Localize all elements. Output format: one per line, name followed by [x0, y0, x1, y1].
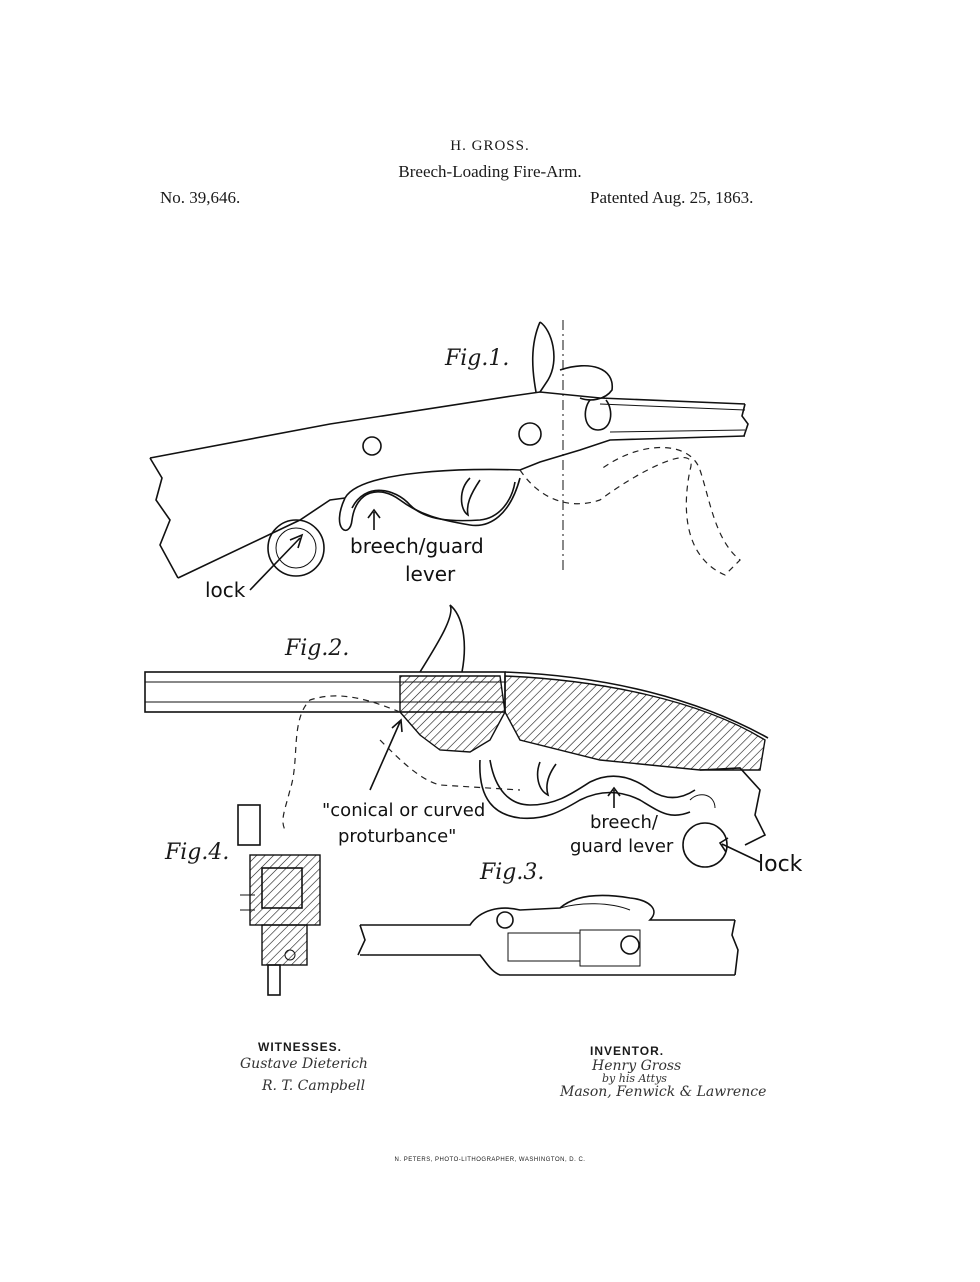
fig4-label: Fig.4.	[165, 840, 230, 865]
fig2-lever-annotation-line1: breech/	[590, 812, 658, 833]
witness-signature-2: R. T. Campbell	[262, 1078, 366, 1094]
lithographer-footer: N. PETERS, PHOTO-LITHOGRAPHER, WASHINGTON, D. C.	[394, 1157, 586, 1163]
fig1-label: Fig.1.	[445, 346, 510, 371]
patent-date: Patented Aug. 25, 1863.	[590, 188, 754, 207]
witness-signature-1: Gustave Dieterich	[240, 1056, 368, 1072]
patent-title: Breech-Loading Fire-Arm.	[398, 162, 582, 181]
fig1-lever-annotation-line1: breech/guard	[350, 534, 484, 558]
fig2-lock-annotation: lock	[758, 852, 803, 877]
witnesses-label: WITNESSES.	[258, 1040, 343, 1054]
inventor-signature: Henry Gross	[592, 1058, 682, 1074]
inventor-attorneys-line: by his Attys	[602, 1072, 667, 1085]
inventor-attorney-firm: Mason, Fenwick & Lawrence	[560, 1084, 767, 1100]
fig2-lever-annotation-line2: guard lever	[570, 836, 674, 857]
fig2-protuberance-annotation-line2: proturbance"	[338, 826, 457, 847]
inventor-label: INVENTOR.	[590, 1044, 665, 1058]
patent-number: No. 39,646.	[160, 188, 241, 207]
fig1-lever-annotation-line2: lever	[405, 562, 456, 586]
figure-3-drawing	[358, 895, 738, 975]
figure-4-drawing	[238, 805, 320, 995]
inventor-name-heading: H. GROSS.	[450, 138, 530, 154]
fig1-lock-annotation: lock	[205, 578, 246, 602]
fig2-protuberance-annotation-line1: "conical or curved	[322, 800, 486, 821]
fig3-label: Fig.3.	[480, 860, 545, 885]
fig2-label: Fig.2.	[285, 636, 350, 661]
